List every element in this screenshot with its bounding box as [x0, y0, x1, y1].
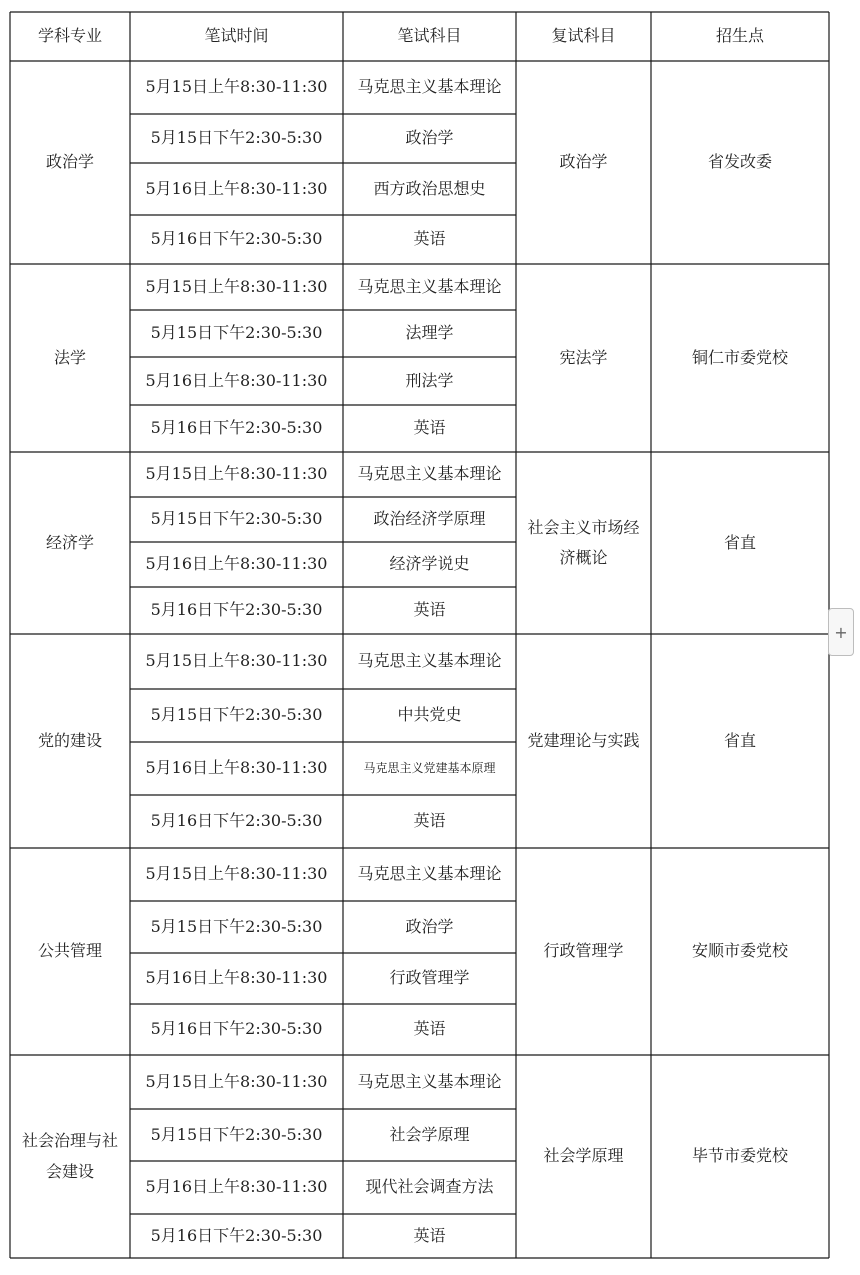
- exam-time-cell: 5月15日上午8:30-11:30: [145, 276, 328, 296]
- exam-subject-cell: 英语: [413, 1019, 446, 1039]
- exam-time-cell: 5月16日上午8:30-11:30: [145, 370, 328, 390]
- exam-subject-cell: 法理学: [405, 323, 454, 343]
- exam-subject-cell: 英语: [413, 600, 446, 620]
- exam-subject-cell: 政治经济学原理: [373, 509, 486, 529]
- exam-time-cell: 5月15日下午2:30-5:30: [150, 323, 323, 343]
- retest-subject-cell: 宪法学: [559, 347, 608, 367]
- exam-subject-cell: 英语: [413, 811, 446, 831]
- header-cell: 招生点: [715, 26, 764, 46]
- exam-time-cell: 5月16日上午8:30-11:30: [145, 1177, 328, 1197]
- exam-subject-cell: 政治学: [405, 916, 454, 936]
- retest-subject-cell: 行政管理学: [543, 941, 624, 961]
- exam-subject-cell: 英语: [413, 229, 446, 249]
- major-cell: 公共管理: [37, 941, 102, 961]
- retest-subject-cell: 社会学原理: [543, 1146, 624, 1166]
- exam-time-cell: 5月15日下午2:30-5:30: [150, 705, 323, 725]
- exam-time-cell: 5月16日上午8:30-11:30: [145, 554, 328, 574]
- exam-time-cell: 5月16日下午2:30-5:30: [150, 229, 323, 249]
- exam-time-cell: 5月16日上午8:30-11:30: [145, 758, 328, 778]
- exam-subject-cell: 马克思主义基本理论: [357, 864, 502, 884]
- exam-subject-cell: 马克思主义党建基本原理: [363, 761, 496, 776]
- exam-time-cell: 5月15日上午8:30-11:30: [145, 864, 328, 884]
- exam-time-cell: 5月16日下午2:30-5:30: [150, 811, 323, 831]
- exam-time-cell: 5月16日下午2:30-5:30: [150, 1019, 323, 1039]
- major-cell: 党的建设: [37, 730, 102, 750]
- exam-subject-cell: 马克思主义基本理论: [357, 651, 502, 671]
- enrollment-site-cell: 铜仁市委党校: [691, 347, 788, 367]
- exam-subject-cell: 英语: [413, 1225, 446, 1245]
- header-cell: 笔试时间: [204, 26, 269, 46]
- exam-time-cell: 5月15日上午8:30-11:30: [145, 464, 328, 484]
- exam-time-cell: 5月16日下午2:30-5:30: [150, 1225, 323, 1245]
- exam-subject-cell: 马克思主义基本理论: [357, 464, 502, 484]
- exam-time-cell: 5月15日下午2:30-5:30: [150, 509, 323, 529]
- header-cell: 复试科目: [551, 26, 616, 46]
- retest-subject-cell: 政治学: [559, 152, 608, 172]
- exam-subject-cell: 现代社会调查方法: [365, 1177, 494, 1197]
- enrollment-site-cell: 省直: [723, 532, 756, 552]
- exam-subject-cell: 马克思主义基本理论: [357, 1071, 502, 1091]
- exam-time-cell: 5月16日下午2:30-5:30: [150, 600, 323, 620]
- exam-subject-cell: 英语: [413, 418, 446, 438]
- exam-time-cell: 5月16日下午2:30-5:30: [150, 418, 323, 438]
- exam-subject-cell: 马克思主义基本理论: [357, 276, 502, 296]
- exam-time-cell: 5月16日上午8:30-11:30: [145, 968, 328, 988]
- major-cell: 经济学: [45, 532, 94, 552]
- exam-time-cell: 5月15日下午2:30-5:30: [150, 1124, 323, 1144]
- enrollment-site-cell: 安顺市委党校: [691, 941, 788, 961]
- exam-subject-cell: 马克思主义基本理论: [357, 77, 502, 97]
- exam-subject-cell: 社会学原理: [389, 1124, 470, 1144]
- exam-subject-cell: 中共党史: [397, 705, 462, 725]
- major-cell: 社会治理与社会建设: [21, 1131, 118, 1181]
- header-cell: 笔试科目: [397, 26, 462, 46]
- enrollment-site-cell: 省直: [723, 730, 756, 750]
- enrollment-site-cell: 毕节市委党校: [691, 1146, 788, 1166]
- exam-time-cell: 5月15日上午8:30-11:30: [145, 77, 328, 97]
- enrollment-site-cell: 省发改委: [707, 152, 772, 172]
- retest-subject-cell: 社会主义市场经济概论: [527, 517, 640, 567]
- major-cell: 政治学: [45, 152, 94, 172]
- header-cell: 学科专业: [37, 26, 102, 46]
- exam-subject-cell: 行政管理学: [389, 968, 470, 988]
- exam-subject-cell: 刑法学: [405, 370, 454, 390]
- exam-subject-cell: 经济学说史: [389, 554, 470, 574]
- exam-subject-cell: 政治学: [405, 128, 454, 148]
- major-cell: 法学: [53, 347, 86, 367]
- add-row-button[interactable]: +: [828, 608, 854, 656]
- retest-subject-cell: 党建理论与实践: [527, 730, 640, 750]
- exam-time-cell: 5月15日上午8:30-11:30: [145, 1071, 328, 1091]
- exam-time-cell: 5月15日下午2:30-5:30: [150, 916, 323, 936]
- exam-time-cell: 5月16日上午8:30-11:30: [145, 178, 328, 198]
- exam-subject-cell: 西方政治思想史: [373, 178, 486, 198]
- exam-time-cell: 5月15日上午8:30-11:30: [145, 651, 328, 671]
- exam-time-cell: 5月15日下午2:30-5:30: [150, 128, 323, 148]
